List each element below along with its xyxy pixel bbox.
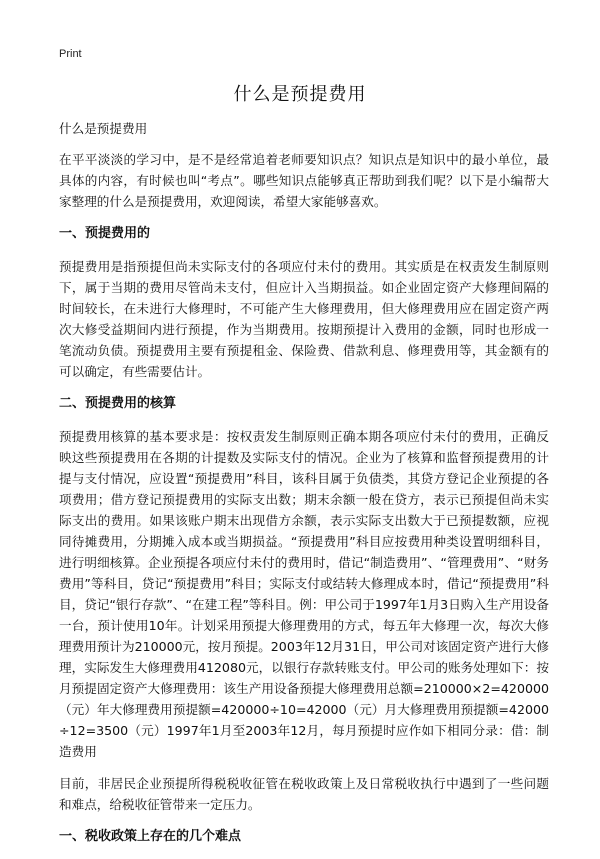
section-heading-1: 一、预提费用的	[59, 226, 151, 241]
section-body-2: 预提费用核算的基本要求是：按权责发生制原则正确本期各项应付未付的费用，正确反映这些预提费用在各期的计提数及实际支付的情况。企业为了核算和监督预提费用的计提与支付情况，应设置“预提费用”科目，该科目属于负债类，其贷方登记企业预提的各项费用；借方登记预提费用的实际支出数；期末余额一般在贷方，表示已预提但尚未实际支出的费用。如果该账户期末出现借方余额，表示实际支出数大于已预提数额，应视同待摊费用，分期摊入成本或当期损益。“预提费用”科目应按费用种类设置明细科目，进行明细核算。企业预提各项应付未付的费用时，借记“制造费用”、“管理费用”、“财务费用”等科目，贷记“预提费用”科目；实际支付或结转大修理成本时，借记“预提费用”科目，贷记“银行存款”、“在建工程”等科目。例：甲公司于1997年1月3日购入生产用设备一台，预计使用10年。计划采用预提大修理费用的方式，每五年大修理一次，每次大修理费用预计为210000元，按月预提。2003年12月31日，甲公司对该固定资产进行大修理，实际发生大修理费用412080元，以银行存款转账支付。甲公司的账务处理如下：按月预提固定资产大修理费用：该生产用设备预提大修理费用总额=210000×2=420000（元）年大修理费用预提额=420000÷10=42000（元）月大修理费用预提额=42000÷12=3500（元）1997年1月至2003年12月，每月预提时应作如下相同分录：借：制造费用	[59, 429, 549, 759]
section-heading-2: 二、预提费用的核算	[59, 396, 177, 411]
section-body-1: 预提费用是指预提但尚未实际支付的各项应付未付的费用。其实质是在权责发生制原则下，属于当期的费用尽管尚未支付，但应计入当期损益。如企业固定资产大修理间隔的时间较长，在未进行大修理时，不可能产生大修理费用，但大修理费用应在固定资产两次大修受益期间内进行预提，作为当期费用。按期预提计入费用的金额，同时也形成一笔流动负债。预提费用主要有预提租金、保险费、借款利息、修理费用等，其金额有的可以确定，有些需要估计。	[59, 259, 549, 379]
document-body	[59, 118, 549, 859]
print-label: Print	[59, 48, 82, 60]
section-body-3: 目前，非居民企业预提所得税税收征管在税收政策上及日常税收执行中遇到了一些问题和难点，给税收征管带来一定压力。	[59, 776, 549, 812]
page-title: 什么是预提费用	[233, 84, 367, 105]
document-subtitle: 什么是预提费用	[59, 121, 148, 136]
section-heading-3: 一、税收政策上存在的几个难点	[59, 829, 242, 844]
intro-paragraph: 在平平淡淡的学习中，是不是经常追着老师要知识点？知识点是知识中的最小单位，最具体的内容，有时候也叫“考点”。哪些知识点能够真正帮助到我们呢？以下是小编帮大家整理的什么是预提费用，欢迎阅读，希望大家能够喜欢。	[59, 152, 549, 209]
